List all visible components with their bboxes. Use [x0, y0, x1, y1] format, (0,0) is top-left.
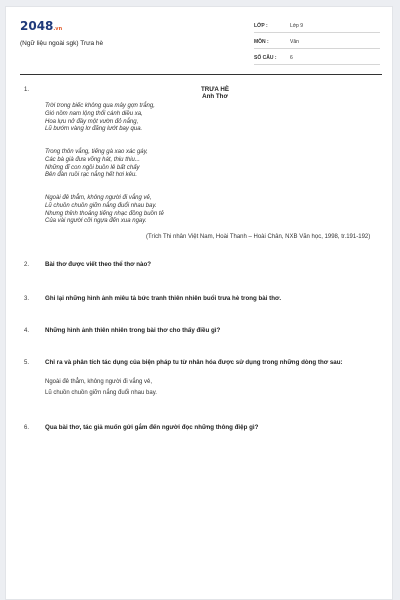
quote-line: Ngoài đê thẳm, không người đi vắng vẻ,: [45, 379, 153, 385]
question-text: Qua bài thơ, tác giả muốn gửi gắm đến người đọc những thông điệp gì?: [45, 424, 259, 431]
poem-title: TRƯA HÈ: [201, 86, 229, 93]
document-title: (Ngữ liệu ngoài sgk) Trưa hè: [20, 40, 104, 47]
question-text: Những hình ảnh thiên nhiên trong bài thơ cho thấy điều gì?: [45, 327, 221, 334]
meta-value: Văn: [290, 39, 299, 45]
meta-value: 6: [290, 55, 293, 61]
question-text: Chỉ ra và phân tích tác dụng của biện pháp tu từ nhân hóa được sử dụng trong những dòng thơ sau:: [45, 359, 343, 366]
site-logo[interactable]: [20, 19, 62, 33]
poem-line: Gió nồm nam lộng thổi cánh diều xa,: [45, 110, 143, 117]
meta-label: LỚP :: [254, 23, 268, 29]
question-text: Bài thơ được viết theo thể thơ nào?: [45, 261, 152, 268]
meta-label: MÔN :: [254, 39, 269, 45]
question-text: Ghi lại những hình ảnh miêu tả bức tranh thiên nhiên buổi trưa hè trong bài thơ.: [45, 295, 282, 302]
poem-citation: (Trích Thi nhân Việt Nam, Hoài Thanh – Hoài Chân, NXB Văn học, 1998, tr.191-192): [146, 234, 371, 240]
poem-line: Lũ bướm vàng lơ đãng lướt bay qua.: [45, 126, 143, 133]
poem-stanza: [45, 149, 148, 180]
poem-author: Anh Thơ: [202, 93, 228, 100]
poem-stanza: [45, 103, 155, 134]
header-divider: [20, 74, 382, 75]
question-number: 2.: [24, 262, 30, 268]
poem-line: Của vài người cỡi ngựa đến xua ngay.: [45, 218, 147, 225]
quote-line: Lũ chuồn chuồn giỡn nắng đuổi nhau bay.: [45, 390, 157, 396]
poem-line: Trời trong biếc không qua mây gợn trắng,: [45, 103, 155, 109]
document-page: [5, 6, 393, 600]
poem-stanza: [45, 195, 164, 226]
question-number: 3.: [24, 296, 30, 302]
poem-line: Nhưng thỉnh thoảng tiếng nhạc đồng buồn tẻ: [45, 210, 164, 217]
logo-domain: .vn: [53, 26, 63, 32]
meta-label: SỐ CÂU :: [254, 55, 277, 61]
question-number: 1.: [24, 87, 30, 93]
poem-line: Các bà già đưa võng hát, thiu thiu...: [45, 156, 140, 163]
question-quote: [45, 377, 157, 399]
poem-heading: [156, 86, 274, 100]
meta-row-subject: [254, 37, 380, 49]
poem-line: Hoa lựu nở đầy một vườn đỏ nắng,: [45, 118, 139, 125]
question-number: 6.: [24, 425, 30, 431]
logo-text: 2048: [20, 19, 54, 33]
meta-row-class: [254, 21, 380, 33]
poem-line: Những đĩ con ngồi buồn lê bất chấy: [45, 164, 140, 171]
poem-line: Trong thôn vắng, tiếng gà xao xác gáy,: [45, 149, 148, 155]
poem-line: Bên đàn ruồi rạc nắng hết hơi kêu.: [45, 172, 138, 179]
poem-line: Ngoài đê thẳm, không người đi vắng vẻ,: [45, 195, 152, 201]
poem-line: Lũ chuồn chuồn giỡn nắng đuổi nhau bay.: [45, 202, 157, 209]
meta-info: [254, 21, 380, 69]
meta-row-count: [254, 53, 380, 65]
question-number: 4.: [24, 328, 30, 334]
question-number: 5.: [24, 360, 30, 366]
meta-value: Lớp 9: [290, 23, 304, 29]
